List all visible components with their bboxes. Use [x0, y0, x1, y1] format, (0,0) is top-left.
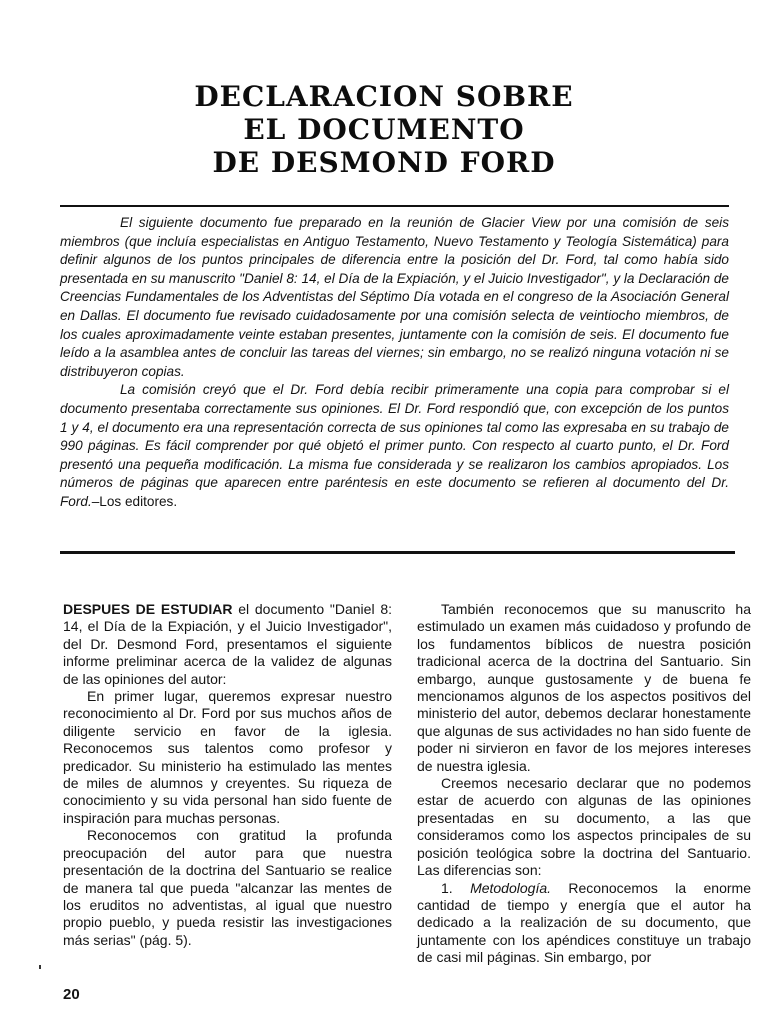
body-paragraph-1: [63, 601, 392, 688]
point-text: Reconocemos la enorme cantidad de tiempo y energía que el autor ha dedicado a la realización de su documento, que juntamente con los apéndices constituye un trabajo de casi mil páginas. Sin embargo, por: [417, 879, 751, 966]
top-divider: [60, 205, 729, 207]
intro-paragraph-2: [60, 381, 729, 511]
title-line-3: DE DESMOND FORD: [212, 146, 556, 179]
editors-signature: –Los editores.: [91, 493, 178, 509]
body-paragraph-1-text: el documento "Daniel 8: 14, el Día de la Expiación, y el Juicio Investigador", del Dr. Desmond Ford, presentamos el siguiente informe preliminar acerca de la validez de algunas de las opiniones del autor:: [63, 601, 393, 687]
right-column: [417, 601, 751, 967]
page-number: 20: [63, 986, 80, 1003]
left-column: [63, 601, 392, 949]
title-line-1: DECLARACION SOBRE: [194, 80, 574, 113]
point-number: 1.: [441, 879, 471, 896]
page-title: [0, 80, 768, 179]
title-line-2: EL DOCUMENTO: [243, 113, 525, 146]
point-term: Metodología.: [470, 879, 552, 896]
body-paragraph-6: [417, 880, 751, 967]
body-paragraph-3: Reconocemos con gratitud la profunda preocupación del autor para que nuestra presentación de la doctrina del Santuario se realice de manera tal que pueda "alcanzar las mentes de los eruditos no adventistas, al igual que nuestro propio pueblo, y pueda resistir las investigaciones más serias" (pág. 5).: [63, 827, 392, 948]
editor-introduction: [60, 214, 729, 512]
lead-in: DESPUES DE ESTUDIAR: [63, 601, 233, 617]
body-paragraph-2: En primer lugar, queremos expresar nuestro reconocimiento al Dr. Ford por sus muchos años de diligente servicio en favor de la iglesia. Reconocemos sus talentos como profesor y predicador. Su ministerio ha estimulado las mentes de miles de alumnos y creyentes. Su riqueza de conocimiento y su vida personal han sido fuente de inspiración para muchas personas.: [63, 688, 392, 826]
body-paragraph-4: También reconocemos que su manuscrito ha estimulado un examen más cuidadoso y profundo de los fundamentos bíblicos de nuestra posición tradicional acerca de la doctrina del Santuario. Sin embargo, aunque gustosamente y de buena fe mencionamos algunos de los aspectos positivos del ministerio del autor, debemos declarar honestamente que algunas de sus actividades no han sido fuente de poder ni sirvieron en favor de los mejores intereses de nuestra iglesia.: [417, 601, 751, 774]
body-paragraph-5: Creemos necesario declarar que no podemos estar de acuerdo con algunas de las opiniones presentadas en su documento, a las que consideramos como los aspectos principales de su posición teológica sobre la doctrina del Santuario. Las diferencias son:: [417, 775, 751, 879]
intro-paragraph-2-text: La comisión creyó que el Dr. Ford debía recibir primeramente una copia para comprobar si el documento presentaba correctamente sus opiniones. El Dr. Ford respondió que, con excepción de los puntos 1 y 4, el documento era una representación correcta de sus opiniones tal como las expresaba en su trabajo de 990 páginas. Es fácil comprender por qué objetó el primer punto. Con respecto al cuarto punto, el Dr. Ford presentó una pequeña modificación. La misma fue considerada y se realizaron los cambios apropiados. Los números de páginas que aparecen entre paréntesis en este documento se refieren al documento del Dr. Ford.: [60, 382, 729, 509]
bottom-divider: [60, 551, 735, 554]
intro-paragraph-1: El siguiente documento fue preparado en la reunión de Glacier View por una comisión de seis miembros (que incluía especialistas en Antiguo Testamento, Nuevo Testamento y Teología Sistemática) para definir algunos de los puntos principales de diferencia entre la posición del Dr. Ford, tal como había sido presentada en su manuscrito "Daniel 8: 14, el Día de la Expiación, y el Juicio Investigador", y la Declaración de Creencias Fundamentales de los Adventistas del Séptimo Día votada en el congreso de la Asociación General en Dallas. El documento fue revisado cuidadosamente por una comisión selecta de veintiocho miembros, de los cuales aproximadamente veinte estaban presentes, juntamente con la comisión de seis. El documento fue leído a la asamblea antes de concluir las tareas del viernes; sin embargo, no se realizó ninguna votación ni se distribuyeron copias.: [60, 215, 729, 379]
print-speck: [39, 965, 41, 969]
